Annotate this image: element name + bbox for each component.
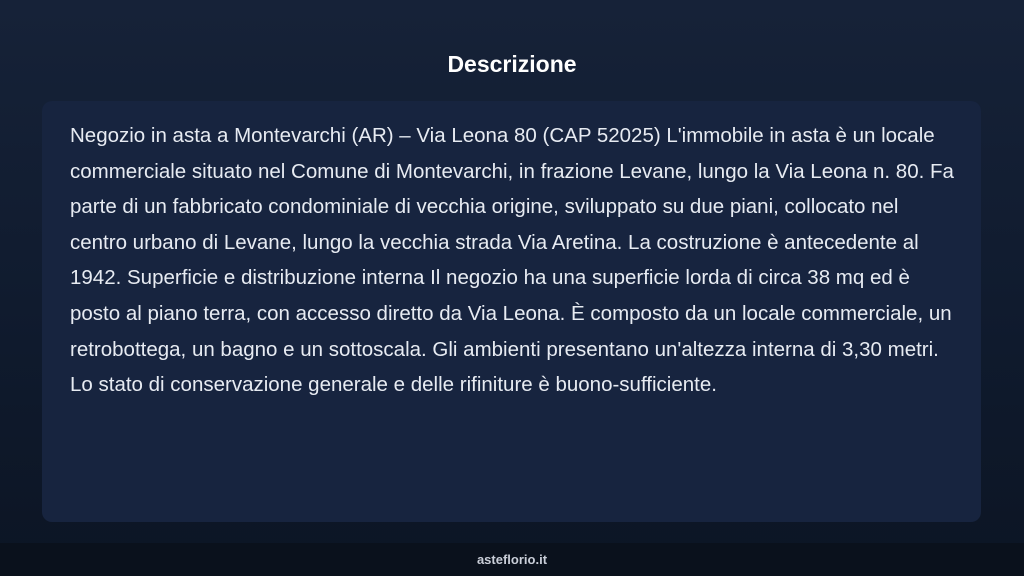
description-text: Negozio in asta a Montevarchi (AR) – Via Leona 80 (CAP 52025) L'immobile in asta è un locale commerciale situato nel Comune di Montevarchi, in frazione Levane, lungo la Via Leona n. 80. Fa parte di un fabbricato condominiale di vecchia origine, sviluppato su due piani, collocato nel centro urbano di Levane, lungo la vecchia strada Via Aretina. La costruzione è antecedente al 1942. Superficie e distribuzione interna Il negozio ha una superficie lorda di circa 38 mq ed è posto al piano terra, con accesso diretto da Via Leona. È composto da un locale commerciale, un retrobottega, un bagno e un sottoscala. Gli ambienti presentano un'altezza interna di 3,30 metri. Lo stato di conservazione generale e delle rifiniture è buono-sufficiente. (70, 124, 954, 397)
footer-site-label: asteflorio.it (476, 552, 548, 567)
description-card (42, 101, 981, 522)
footer-bar (0, 543, 1024, 576)
page-title: Descrizione (447, 51, 577, 77)
